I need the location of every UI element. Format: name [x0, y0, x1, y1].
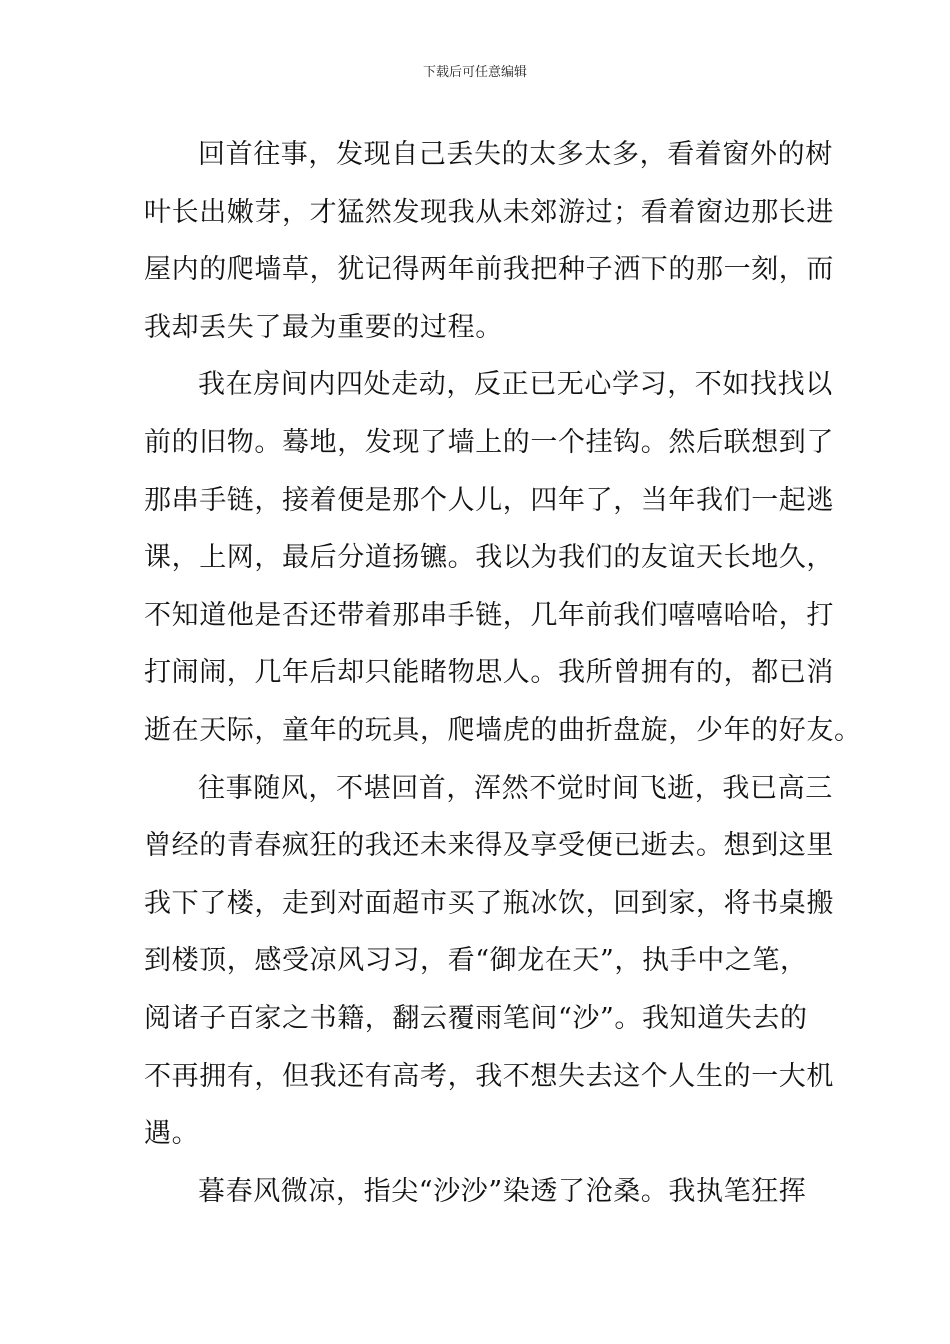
paragraph-1: [144, 126, 834, 356]
paragraph-3: [144, 760, 834, 1163]
text-line: 暮春风微凉，指尖“沙沙”染透了沧桑。我执笔狂挥: [198, 1175, 807, 1207]
paragraph-4: [144, 1163, 808, 1221]
text-line: 回首往事，发现自己丢失的太多太多，看着窗外的树: [198, 139, 833, 170]
text-line: 那串手链，接着便是那个人儿，四年了，当年我们一起逃: [144, 484, 834, 516]
text-line: 到楼顶，感受凉风习习，看“御龙在天”，执手中之笔，: [144, 945, 808, 977]
page-header: 下载后可任意编辑: [422, 65, 527, 80]
text-line: 打闹闹，几年后却只能睹物思人。我所曾拥有的，都已消: [144, 657, 834, 689]
text-line: 我在房间内四处走动，反正已无心学习，不如找找以: [198, 369, 833, 401]
text-line: 前的旧物。蓦地，发现了墙上的一个挂钩。然后联想到了: [144, 426, 834, 458]
text-line: 课，上网，最后分道扬镳。我以为我们的友谊天长地久，: [144, 542, 834, 574]
text-line: 我下了楼，走到对面超市买了瓶冰饮，回到家，将书桌搬: [144, 887, 834, 919]
text-line: 我却丢失了最为重要的过程。: [144, 311, 503, 343]
document-body: [144, 126, 862, 1220]
text-line: 阅诸子百家之书籍，翻云覆雨笔间“沙”。我知道失去的: [144, 1002, 808, 1034]
text-line: 逝在天际，童年的玩具，爬墙虎的曲折盘旋，少年的好友。: [144, 714, 862, 746]
text-line: 不再拥有，但我还有高考，我不想失去这个人生的一大机: [144, 1060, 834, 1092]
text-line: 不知道他是否还带着那串手链，几年前我们嘻嘻哈哈，打: [144, 599, 834, 631]
text-line: 叶长出嫩芽，才猛然发现我从未郊游过；看着窗边那长进: [144, 196, 834, 228]
paragraph-2: [144, 356, 862, 759]
text-line: 屋内的爬墙草，犹记得两年前我把种子洒下的那一刻，而: [144, 254, 834, 286]
text-line: 往事随风，不堪回首，浑然不觉时间飞逝，我已高三: [198, 772, 833, 804]
text-line: 遇。: [144, 1118, 200, 1150]
text-line: 曾经的青春疯狂的我还未来得及享受便已逝去。想到这里: [144, 830, 834, 862]
